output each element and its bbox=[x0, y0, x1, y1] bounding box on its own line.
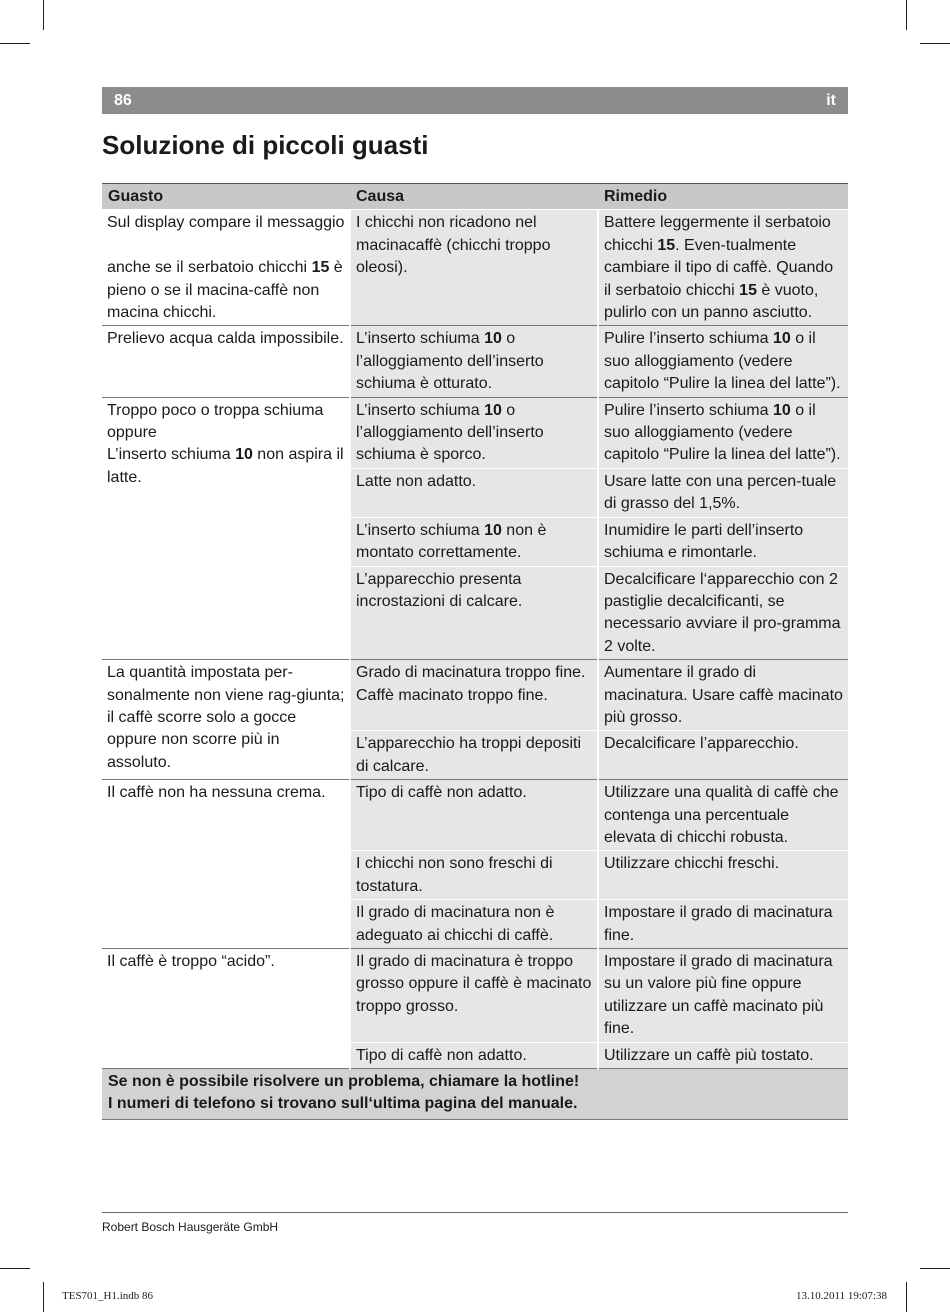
column-header-causa: Causa bbox=[350, 184, 598, 210]
causa-cell: I chicchi non sono freschi di tostatura. bbox=[350, 851, 598, 900]
crop-mark bbox=[0, 43, 30, 44]
language-code: it bbox=[826, 92, 836, 109]
guasto-cell: Il caffè non ha nessuna crema. bbox=[102, 780, 350, 949]
causa-cell: Il grado di macinatura è troppo grosso oppure il caffè è macinato troppo grosso. bbox=[350, 949, 598, 1043]
guasto-text: L’inserto schiuma 10 non aspira il latte. bbox=[107, 446, 344, 486]
causa-cell: L’inserto schiuma 10 o l’alloggiamento dell’inserto schiuma è sporco. bbox=[350, 397, 598, 468]
guasto-cell: Il caffè è troppo “acido”. bbox=[102, 949, 350, 1069]
causa-cell: I chicchi non ricadono nel macinacaffè (chicchi troppo oleosi). bbox=[350, 210, 598, 326]
page-title: Soluzione di piccoli guasti bbox=[102, 130, 429, 160]
hotline-note-line: I numeri di telefono si trovano sull‘ultima pagina del manuale. bbox=[108, 1095, 578, 1113]
causa-cell: L’apparecchio ha troppi depositi di calcare. bbox=[350, 731, 598, 780]
guasto-text: anche se il serbatoio chicchi 15 è pieno o se il macina-caffè non macina chicchi. bbox=[107, 259, 343, 322]
causa-cell: Tipo di caffè non adatto. bbox=[350, 1042, 598, 1068]
column-header-rimedio: Rimedio bbox=[598, 184, 848, 210]
rimedio-cell: Inumidire le parti dell’inserto schiuma e rimontarle. bbox=[598, 517, 848, 566]
rimedio-cell: Utilizzare un caffè più tostato. bbox=[598, 1042, 848, 1068]
guasto-cell: Prelievo acqua calda impossibile. bbox=[102, 326, 350, 397]
causa-cell: L’inserto schiuma 10 non è montato correttamente. bbox=[350, 517, 598, 566]
causa-cell: Grado di macinatura troppo fine. Caffè macinato troppo fine. bbox=[350, 660, 598, 731]
company-name: Robert Bosch Hausgeräte GmbH bbox=[102, 1220, 279, 1234]
crop-mark bbox=[43, 1282, 44, 1312]
footer-divider bbox=[102, 1212, 848, 1213]
table-row bbox=[102, 397, 848, 468]
table-row bbox=[102, 326, 848, 397]
crop-mark bbox=[920, 43, 950, 44]
guasto-text: Troppo poco o troppa schiuma bbox=[107, 401, 324, 419]
table-row bbox=[102, 210, 848, 326]
page-header-bar bbox=[102, 87, 848, 114]
table-header-row bbox=[102, 184, 848, 210]
hotline-note-line: Se non è possibile risolvere un problema, chiamare la hotline! bbox=[108, 1073, 580, 1091]
guasto-text: Sul display compare il messaggio bbox=[107, 214, 345, 232]
crop-mark bbox=[920, 1268, 950, 1269]
rimedio-cell: Utilizzare una qualità di caffè che contenga una percentuale elevata di chicchi robusta. bbox=[598, 780, 848, 851]
causa-cell: Latte non adatto. bbox=[350, 468, 598, 517]
rimedio-cell: Usare latte con una percen-tuale di grasso del 1,5%. bbox=[598, 468, 848, 517]
guasto-cell bbox=[102, 397, 350, 659]
troubleshooting-table bbox=[102, 183, 848, 1120]
table-row bbox=[102, 660, 848, 731]
causa-cell: L’inserto schiuma 10 o l’alloggiamento dell’inserto schiuma è otturato. bbox=[350, 326, 598, 397]
rimedio-cell: Utilizzare chicchi freschi. bbox=[598, 851, 848, 900]
hotline-note bbox=[102, 1069, 848, 1120]
page-number: 86 bbox=[114, 92, 132, 109]
hotline-note-row bbox=[102, 1069, 848, 1120]
crop-mark bbox=[906, 0, 907, 30]
causa-cell: Il grado di macinatura non è adeguato ai chicchi di caffè. bbox=[350, 900, 598, 949]
table-row bbox=[102, 780, 848, 851]
crop-mark bbox=[43, 0, 44, 30]
rimedio-cell: Pulire l’inserto schiuma 10 o il suo alloggiamento (vedere capitolo “Pulire la linea del latte”). bbox=[598, 397, 848, 468]
rimedio-cell: Pulire l’inserto schiuma 10 o il suo alloggiamento (vedere capitolo “Pulire la linea del latte”). bbox=[598, 326, 848, 397]
guasto-text: oppure bbox=[107, 424, 157, 442]
guasto-cell: La quantità impostata per-sonalmente non viene rag-giunta; il caffè scorre solo a gocce oppure non scorre più in assoluto. bbox=[102, 660, 350, 780]
causa-cell: L’apparecchio presenta incrostazioni di calcare. bbox=[350, 566, 598, 660]
rimedio-cell: Battere leggermente il serbatoio chicchi 15. Even-tualmente cambiare il tipo di caffè. Quando il serbatoio chicchi 15 è vuoto, pulirlo con un panno asciutto. bbox=[598, 210, 848, 326]
guasto-cell bbox=[102, 210, 350, 326]
column-header-guasto: Guasto bbox=[102, 184, 350, 210]
crop-mark bbox=[906, 1282, 907, 1312]
rimedio-cell: Decalcificare l’apparecchio. bbox=[598, 731, 848, 780]
causa-cell: Tipo di caffè non adatto. bbox=[350, 780, 598, 851]
print-file-slug: TES701_H1.indb 86 bbox=[62, 1290, 154, 1302]
print-date-slug: 13.10.2011 19:07:38 bbox=[796, 1290, 887, 1302]
rimedio-cell: Impostare il grado di macinatura fine. bbox=[598, 900, 848, 949]
table-row bbox=[102, 949, 848, 1043]
rimedio-cell: Aumentare il grado di macinatura. Usare caffè macinato più grosso. bbox=[598, 660, 848, 731]
rimedio-cell: Impostare il grado di macinatura su un valore più fine oppure utilizzare un caffè macinato più fine. bbox=[598, 949, 848, 1043]
rimedio-cell: Decalcificare l‘apparecchio con 2 pastiglie decalcificanti, se necessario avviare il pro-gramma 2 volte. bbox=[598, 566, 848, 660]
crop-mark bbox=[0, 1268, 30, 1269]
